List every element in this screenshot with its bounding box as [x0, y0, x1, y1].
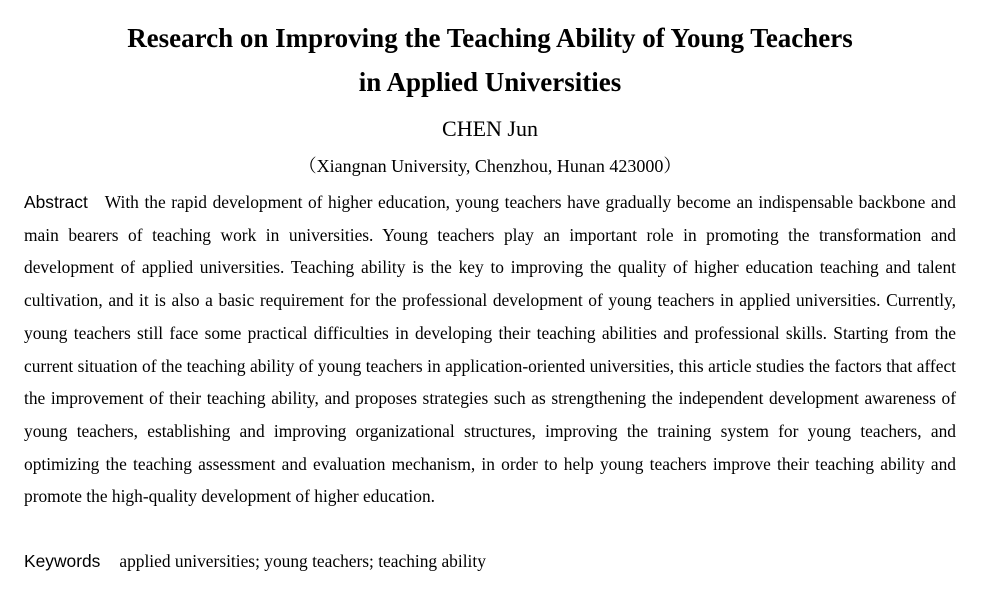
author-affiliation: （Xiangnan University, Chenzhou, Hunan 423000）: [298, 156, 682, 176]
paper-title-line-2: in Applied Universities: [358, 67, 622, 97]
keywords-text: applied universities; young teachers; teaching ability: [119, 551, 486, 571]
abstract-text: With the rapid development of higher education, young teachers have gradually become an indispensable backbone and main bearers of teaching work in universities. Young teachers play an important role in promoting the transformation and development of applied universities. Teaching ability is the key to improving the quality of higher education teaching and talent cultivation, and it is also a basic requirement for the professional development of young teachers in applied universities. Currently, young teachers still face some practical difficulties in developing their teaching abilities and professional skills. Starting from the current situation of the teaching ability of young teachers in application-oriented universities, this article studies the factors that affect the improvement of their teaching ability, and proposes strategies such as strengthening the independent development awareness of young teachers, establishing and improving organizational structures, improving the training system for young teachers, and optimizing the teaching assessment and evaluation mechanism, in order to help young teachers improve their teaching ability and promote the high-quality development of higher education.: [24, 192, 956, 507]
abstract-label: Abstract: [24, 192, 88, 212]
paper-title-line-1: Research on Improving the Teaching Ability of Young Teachers: [127, 23, 853, 53]
author-name: CHEN Jun: [442, 116, 538, 141]
abstract-paragraph: [24, 186, 956, 513]
keywords-line: [24, 545, 956, 577]
keywords-label: Keywords: [24, 551, 101, 571]
